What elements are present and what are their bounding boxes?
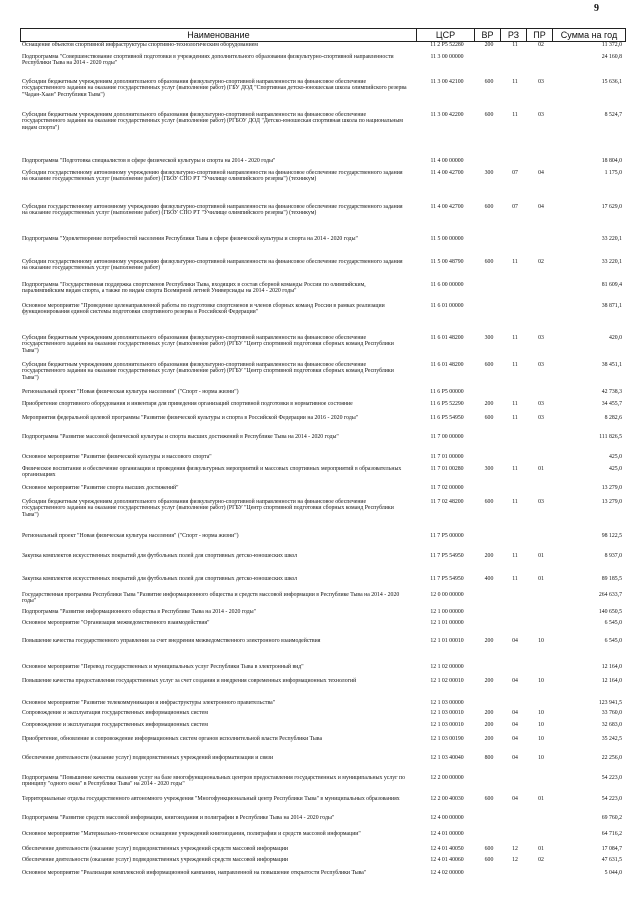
cell-pr: 10	[538, 755, 544, 761]
cell-sum: 81 609,4	[601, 282, 622, 288]
cell-csr: 11 5 00 48790	[430, 259, 464, 265]
cell-name: Повышение качества государственного управления за счет внедрения межведомственного электронного взаимодействия	[22, 638, 321, 644]
cell-csr: 12 1 01 00010	[430, 638, 464, 644]
cell-sum: 89 185,5	[601, 576, 622, 582]
cell-name: Основное мероприятие "Проведение целенаправленной работы по подготовке спортсменов и членов сборных команд России в рамках реализации функционирования единой системы подготовки спортивного резерва в Российской Федерации"	[22, 303, 385, 316]
cell-name: Основное мероприятие "Перевод государственных и муниципальных услуг Республики Тыва в электронный вид"	[22, 664, 304, 670]
cell-rz: 11	[512, 401, 518, 407]
cell-sum: 34 455,7	[601, 401, 622, 407]
cell-vr: 600	[484, 796, 494, 802]
cell-sum: 17 629,0	[601, 204, 622, 210]
cell-csr: 12 1 03 00010	[430, 722, 464, 728]
cell-vr: 600	[484, 415, 494, 421]
cell-name: Обеспечение деятельности (оказание услуг) подведомственных учреждений средств массовой информации	[22, 846, 289, 852]
cell-csr: 11 6 01 48200	[430, 335, 464, 341]
cell-pr: 10	[538, 736, 544, 742]
cell-name: Субсидии государственному автономному учреждению физкультурно-спортивной направленности на финансовое обеспечение государственного задания на оказание государственных услуг (выполнение работ) (ГБОУ СПО РТ "Училище олимпийского резерва") (техникум)	[22, 204, 403, 217]
cell-vr: 600	[484, 112, 494, 118]
cell-rz: 04	[512, 722, 518, 728]
cell-pr: 01	[538, 553, 544, 559]
cell-pr: 10	[538, 710, 544, 716]
cell-name: Государственная программа Республики Тыва "Развитие информационного общества и средств массовой информации в Республике Тыва на 2014 - 2020 годы"	[22, 592, 400, 605]
cell-sum: 140 650,5	[598, 609, 622, 615]
cell-csr: 11 7 01 00000	[430, 454, 464, 460]
cell-csr: 11 6 Р5 54950	[430, 415, 464, 421]
cell-name: Оснащение объектов спортивной инфраструктуры спортивно-технологическим оборудованием	[22, 42, 258, 48]
cell-sum: 33 220,1	[601, 236, 622, 242]
cell-vr: 200	[484, 722, 494, 728]
cell-csr: 12 4 01 00000	[430, 831, 464, 837]
cell-csr: 11 7 00 00000	[430, 434, 464, 440]
cell-csr: 12 1 01 00000	[430, 620, 464, 626]
cell-pr: 10	[538, 678, 544, 684]
cell-csr: 12 1 03 40040	[430, 755, 464, 761]
cell-name: Обеспечение деятельности (оказание услуг) подведомственных учреждений средств массовой информации	[22, 857, 289, 863]
cell-pr: 04	[538, 204, 544, 210]
cell-sum: 33 760,0	[601, 710, 622, 716]
cell-sum: 11 372,0	[601, 42, 622, 48]
cell-sum: 111 826,5	[599, 434, 622, 440]
cell-csr: 12 4 02 00000	[430, 870, 464, 876]
cell-csr: 12 1 03 00000	[430, 700, 464, 706]
cell-csr: 11 6 Р5 52290	[430, 401, 464, 407]
cell-csr: 11 7 01 00280	[430, 466, 464, 472]
cell-sum: 42 738,3	[601, 389, 622, 395]
cell-pr: 01	[538, 796, 544, 802]
cell-name: Физическое воспитание и обеспечение организации и проведения физкультурных мероприятий и массовых спортивных мероприятий в образовательных организациях	[22, 466, 402, 479]
cell-pr: 03	[538, 401, 544, 407]
header-name: Наименование	[20, 29, 416, 41]
cell-name: Приобретение, обновление и сопровождение информационных систем органов исполнительной власти Республики Тыва	[22, 736, 323, 742]
cell-csr: 11 6 Р5 00000	[430, 389, 464, 395]
cell-sum: 8 524,7	[604, 112, 622, 118]
cell-sum: 17 084,7	[601, 846, 622, 852]
cell-csr: 11 7 02 00000	[430, 485, 464, 491]
cell-pr: 03	[538, 499, 544, 505]
cell-rz: 11	[512, 79, 518, 85]
cell-name: Обеспечение деятельности (оказание услуг) подведомственных учреждений информатизации и связи	[22, 755, 274, 761]
cell-rz: 11	[512, 499, 518, 505]
cell-name: Закупка комплектов искусственных покрытий для футбольных полей для спортивных детско-юношеских школ	[22, 553, 298, 559]
cell-vr: 400	[484, 576, 494, 582]
cell-rz: 11	[512, 466, 518, 472]
cell-name: Подпрограмма "Подготовка специалистов в сфере физической культуры и спорта на 2014 - 2020 годы"	[22, 158, 276, 164]
cell-name: Сопровождение и эксплуатация государственных информационных систем	[22, 710, 208, 716]
cell-sum: 54 223,0	[601, 775, 622, 781]
cell-name: Субсидии бюджетным учреждениям дополнительного образования физкультурно-спортивной направленности на финансовое обеспечение государственного задания на оказание государственных услуг (выполнение работ) (ГБУ ДОД "Спортивная детско-юношеская школа олимпийского резерва "Чадан-Хаан" Республики Тыва")	[22, 79, 407, 98]
cell-pr: 03	[538, 112, 544, 118]
cell-csr: 11 4 00 00000	[430, 158, 464, 164]
cell-vr: 200	[484, 42, 494, 48]
cell-vr: 600	[484, 362, 494, 368]
cell-csr: 12 2 00 40030	[430, 796, 464, 802]
cell-vr: 600	[484, 204, 494, 210]
cell-vr: 200	[484, 638, 494, 644]
cell-rz: 11	[512, 576, 518, 582]
cell-csr: 11 6 01 48200	[430, 362, 464, 368]
cell-csr: 12 0 00 00000	[430, 592, 464, 598]
cell-sum: 47 631,5	[601, 857, 622, 863]
cell-pr: 10	[538, 638, 544, 644]
cell-csr: 12 4 01 40050	[430, 846, 464, 852]
cell-name: Приобретение спортивного оборудования и инвентаря для приведения организаций спортивной подготовки в нормативное состояние	[22, 401, 353, 407]
cell-rz: 12	[512, 846, 518, 852]
cell-csr: 11 4 00 42700	[430, 170, 464, 176]
cell-csr: 12 4 00 00000	[430, 815, 464, 821]
cell-name: Субсидии государственному автономному учреждению физкультурно-спортивной направленности на финансовое обеспечение государственного задания на оказание государственных услуг (выполнение работ)	[22, 259, 403, 272]
cell-csr: 12 1 02 00010	[430, 678, 464, 684]
cell-sum: 18 804,0	[601, 158, 622, 164]
cell-sum: 98 122,5	[601, 533, 622, 539]
cell-pr: 03	[538, 79, 544, 85]
cell-vr: 300	[484, 170, 494, 176]
cell-csr: 11 4 00 42700	[430, 204, 464, 210]
cell-pr: 10	[538, 722, 544, 728]
cell-rz: 07	[512, 170, 518, 176]
cell-name: Подпрограмма "Развитие массовой физической культуры и спорта высших достижений в Республике Тыва на 2014 - 2020 годы"	[22, 434, 339, 440]
cell-sum: 425,0	[608, 454, 622, 460]
cell-name: Региональный проект "Новая физическая культура населения" ("Спорт - норма жизни")	[22, 389, 239, 395]
cell-name: Подпрограмма "Государственная поддержка спортсменов Республики Тыва, входящих в состав сборной команды России по олимпийским, паралимпийским видам спорта, а также по видам спорта Всемирной летней Универсиады на 2014 - 2020 годы"	[22, 282, 366, 295]
cell-sum: 12 164,0	[601, 664, 622, 670]
cell-name: Субсидии государственному автономному учреждению физкультурно-спортивной направленности на финансовое обеспечение государственного задания на оказание государственных услуг (выполнение работ) (ГБОУ СПО РТ "Училище олимпийского резерва") (техникум)	[22, 170, 403, 183]
cell-vr: 600	[484, 499, 494, 505]
cell-vr: 600	[484, 857, 494, 863]
cell-sum: 5 044,0	[604, 870, 622, 876]
cell-sum: 13 279,0	[601, 499, 622, 505]
cell-csr: 11 6 01 00000	[430, 303, 464, 309]
cell-name: Территориальные отделы государственного автономного учреждения "Многофункциональный центр Республики Тыва" в муниципальных образованиях	[22, 796, 400, 802]
cell-vr: 200	[484, 678, 494, 684]
cell-vr: 800	[484, 755, 494, 761]
cell-rz: 11	[512, 362, 518, 368]
cell-csr: 12 2 00 00000	[430, 775, 464, 781]
cell-name: Мероприятия федеральной целевой программы "Развитие физической культуры и спорта в Российской Федерации на 2016 - 2020 годы"	[22, 415, 359, 421]
cell-csr: 11 2 Р5 52280	[430, 42, 464, 48]
cell-csr: 12 1 03 00190	[430, 736, 464, 742]
cell-name: Субсидии бюджетным учреждениям дополнительного образования физкультурно-спортивной направленности на финансовое обеспечение государственного задания на оказание государственных услуг (выполнение работ) (РГБОУ ДОД "Детско-юношеская спортивная школа по национальным видам спорта")	[22, 112, 403, 131]
cell-sum: 38 451,1	[601, 362, 622, 368]
cell-sum: 38 871,1	[601, 303, 622, 309]
cell-vr: 600	[484, 846, 494, 852]
cell-vr: 600	[484, 79, 494, 85]
cell-name: Основное мероприятие "Развитие физической культуры и массового спорта"	[22, 454, 212, 460]
cell-pr: 01	[538, 466, 544, 472]
cell-sum: 8 282,6	[604, 415, 622, 421]
cell-name: Закупка комплектов искусственных покрытий для футбольных полей для спортивных детско-юношеских школ	[22, 576, 298, 582]
cell-sum: 64 716,2	[601, 831, 622, 837]
cell-rz: 04	[512, 755, 518, 761]
cell-vr: 300	[484, 335, 494, 341]
header-csr: ЦСР	[416, 29, 474, 41]
cell-name: Основное мероприятие "Материально-техническое оснащение учреждений книгоиздания, полиграфии и средств массовой информации"	[22, 831, 361, 837]
cell-name: Основное мероприятие "Организация межведомственного взаимодействия"	[22, 620, 210, 626]
cell-name: Подпрограмма "Развитие информационного общества в Республике Тыва на 2014 - 2020 годы"	[22, 609, 256, 615]
cell-rz: 11	[512, 553, 518, 559]
cell-pr: 02	[538, 259, 544, 265]
cell-pr: 03	[538, 415, 544, 421]
header-vr: ВР	[474, 29, 500, 41]
cell-rz: 07	[512, 204, 518, 210]
cell-rz: 11	[512, 415, 518, 421]
cell-csr: 11 7 Р5 54950	[430, 576, 464, 582]
cell-sum: 35 242,5	[601, 736, 622, 742]
cell-sum: 24 160,8	[601, 54, 622, 60]
cell-csr: 11 6 00 00000	[430, 282, 464, 288]
cell-name: Подпрограмма "Совершенствование спортивной подготовки в учреждениях дополнительного образования физкультурно-спортивной направленности Республики Тыва на 2014 - 2020 годы"	[22, 54, 394, 67]
cell-csr: 12 1 02 00000	[430, 664, 464, 670]
cell-sum: 6 545,0	[604, 638, 622, 644]
cell-sum: 6 545,0	[604, 620, 622, 626]
cell-name: Субсидии бюджетным учреждениям дополнительного образования физкультурно-спортивной направленности на финансовое обеспечение государственного задания на оказание государственных услуг (выполнение работ) (РГБУ "Центр спортивной подготовки сборных команд Республики Тыва")	[22, 499, 394, 518]
cell-sum: 54 223,0	[601, 796, 622, 802]
cell-name: Повышение качества предоставления государственных услуг за счет создания и внедрения современных информационных технологий	[22, 678, 357, 684]
header-pr: ПР	[526, 29, 552, 41]
cell-rz: 04	[512, 796, 518, 802]
cell-sum: 22 256,0	[601, 755, 622, 761]
cell-sum: 15 636,1	[601, 79, 622, 85]
cell-pr: 03	[538, 362, 544, 368]
cell-sum: 33 220,1	[601, 259, 622, 265]
cell-name: Сопровождение и эксплуатация государственных информационных систем	[22, 722, 208, 728]
cell-vr: 200	[484, 401, 494, 407]
cell-sum: 123 941,5	[598, 700, 622, 706]
cell-sum: 8 937,0	[604, 553, 622, 559]
cell-csr: 11 7 Р5 54950	[430, 553, 464, 559]
cell-rz: 04	[512, 736, 518, 742]
cell-name: Основное мероприятие "Развитие телекоммуникации и инфраструктуры электронного правительства"	[22, 700, 276, 706]
cell-csr: 11 3 00 42100	[430, 79, 464, 85]
cell-csr: 11 5 00 00000	[430, 236, 464, 242]
cell-rz: 11	[512, 112, 518, 118]
cell-name: Основное мероприятие "Развитие спорта высших достижений"	[22, 485, 179, 491]
cell-pr: 04	[538, 170, 544, 176]
cell-csr: 11 3 00 42200	[430, 112, 464, 118]
cell-csr: 12 1 03 00010	[430, 710, 464, 716]
cell-name: Субсидии бюджетным учреждениям дополнительного образования физкультурно-спортивной направленности на финансовое обеспечение государственного задания на оказание государственных услуг (выполнение работ) (РГБУ "Центр спортивной подготовки сборных команд Республики Тыва")	[22, 362, 394, 381]
cell-sum: 264 633,7	[598, 592, 622, 598]
cell-pr: 03	[538, 335, 544, 341]
cell-sum: 12 164,0	[601, 678, 622, 684]
cell-pr: 02	[538, 42, 544, 48]
cell-sum: 32 683,0	[601, 722, 622, 728]
cell-rz: 11	[512, 335, 518, 341]
cell-name: Субсидии бюджетным учреждениям дополнительного образования физкультурно-спортивной направленности на финансовое обеспечение государственного задания на оказание государственных услуг (выполнение работ) (РГБУ "Центр спортивной подготовки сборных команд Республики Тыва")	[22, 335, 394, 354]
cell-csr: 11 3 00 00000	[430, 54, 464, 60]
cell-sum: 1 175,0	[604, 170, 622, 176]
table-header	[20, 28, 626, 42]
header-rz: РЗ	[500, 29, 526, 41]
page-number: 9	[594, 3, 599, 14]
cell-vr: 200	[484, 736, 494, 742]
cell-pr: 01	[538, 576, 544, 582]
cell-vr: 300	[484, 466, 494, 472]
cell-vr: 600	[484, 259, 494, 265]
header-sum: Сумма на год	[552, 29, 626, 41]
cell-rz: 04	[512, 710, 518, 716]
cell-pr: 01	[538, 846, 544, 852]
cell-rz: 04	[512, 638, 518, 644]
cell-csr: 11 7 02 48200	[430, 499, 464, 505]
cell-sum: 420,0	[608, 335, 622, 341]
cell-rz: 11	[512, 42, 518, 48]
cell-name: Основное мероприятие "Реализация комплексной информационной кампании, направленной на повышение открытости Республики Тыва"	[22, 870, 367, 876]
cell-pr: 02	[538, 857, 544, 863]
cell-sum: 13 279,0	[601, 485, 622, 491]
cell-vr: 200	[484, 553, 494, 559]
cell-vr: 200	[484, 710, 494, 716]
cell-csr: 12 1 00 00000	[430, 609, 464, 615]
cell-rz: 11	[512, 259, 518, 265]
cell-sum: 69 760,2	[601, 815, 622, 821]
cell-rz: 12	[512, 857, 518, 863]
cell-csr: 11 7 Р5 00000	[430, 533, 464, 539]
cell-name: Подпрограмма "Повышение качества оказания услуг на базе многофункциональных центров предоставления государственных и муниципальных услуг по принципу "одного окна" в Республике Тыва" на 2014 - 2020 годы"	[22, 775, 405, 788]
cell-name: Подпрограмма "Удовлетворение потребностей населения Республики Тыва в сфере физической культуры и спорта на 2014 - 2020 годы"	[22, 236, 358, 242]
cell-name: Региональный проект "Новая физическая культура населения" ("Спорт - норма жизни")	[22, 533, 239, 539]
cell-csr: 12 4 01 40060	[430, 857, 464, 863]
cell-sum: 425,0	[608, 466, 622, 472]
cell-rz: 04	[512, 678, 518, 684]
cell-name: Подпрограмма "Развитие средств массовой информации, книгоиздания и полиграфии в Республике Тыва на 2014 - 2020 годы"	[22, 815, 335, 821]
